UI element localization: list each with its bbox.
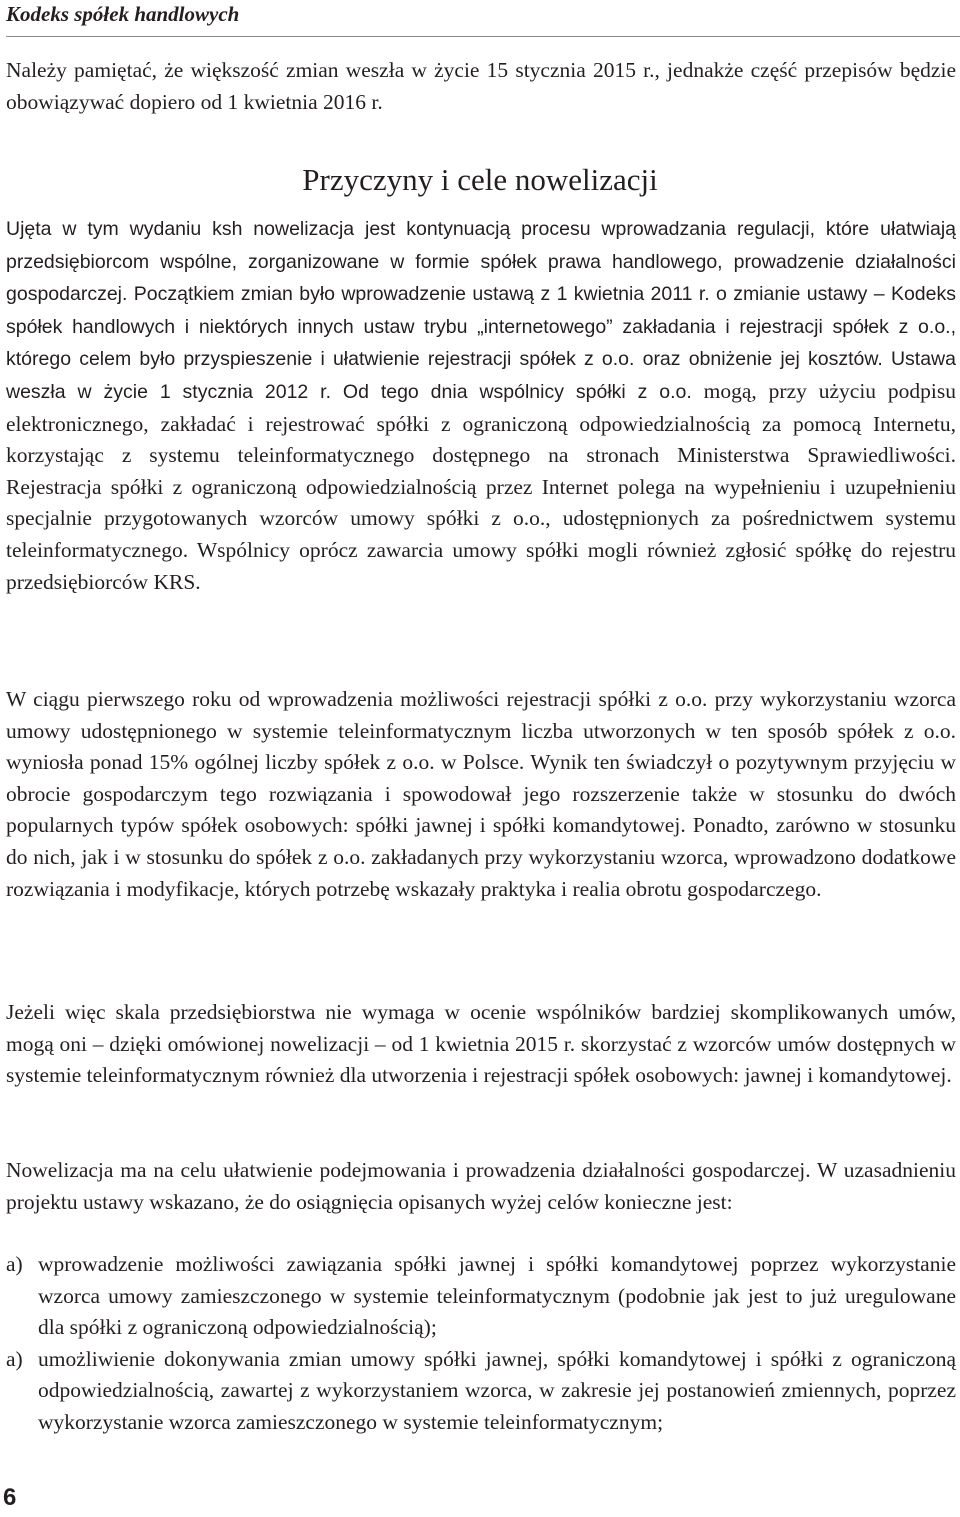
paragraph-first-year-results: W ciągu pierwszego roku od wprowadzenia możliwości rejestracji spółki z o.o. przy wykorzystaniu wzorca umowy udostępnionego w systemie teleinformatycznym liczba utworzonych w ten sposób spółek z o.o. wyniosła ponad 15% ogólnej liczby spółek z o.o. w Polsce. Wynik ten świadczył o pozytywnym przyjęciu w obrocie gospodarczym tego rozwiązania i spowodował jego rozszerzenie także w stosunku do dwóch popularnych typów spółek osobowych: spółki jawnej i spółki komandytowej. Ponadto, zarówno w stosunku do nich, jak i w stosunku do spółek z o.o. zakładanych przy wykorzystaniu wzorca, wprowadzono dodatkowe rozwiązania i modyfikacje, których potrzebę wskazały praktyka i realia obrotu gospodarczego.	[6, 687, 956, 901]
section-heading: Przyczyny i cele nowelizacji	[302, 162, 658, 197]
list-item-text: wprowadzenie możliwości zawiązania spółki jawnej i spółki komandytowej poprzez wykorzystanie wzorca umowy zamieszczonego w systemie teleinformatycznym (podobnie jak jest to już uregulowane dla spółki z ograniczoną odpowiedzialnością);	[38, 1252, 956, 1340]
list-item-marker: a)	[6, 1346, 23, 1371]
paragraph-goals-intro: Nowelizacja ma na celu ułatwienie podejmowania i prowadzenia działalności gospodarczej. W uzasadnieniu projektu ustawy wskazano, że do osiągnięcia opisanych wyżej celów konieczne jest:	[6, 1158, 956, 1214]
paragraph-background-sans-part: Ujęta w tym wydaniu ksh nowelizacja jest kontynuacją procesu wprowadzania regulacji, które ułatwiają przedsiębiorcom wspólne, zorganizowane w formie spółek prawa handlowego, prowadzenie działalności gospodarczej. Początkiem zmian było wprowadzenie ustawą z 1 kwietnia 2011 r. o zmianie ustawy – Kodeks spółek handlowych i niektórych innych ustaw trybu „internetowego” zakładania i rejestracji spółek z o.o., którego celem było przyspieszenie i ułatwienie rejestracji spółek z o.o. oraz obniżenie jej kosztów. Ustawa weszła w życie 1 stycznia 2012 r. Od tego dnia wspólnicy spółki z o.o.	[6, 218, 956, 403]
list-item	[6, 1249, 956, 1344]
goals-list	[6, 1249, 956, 1439]
paragraph-scale-of-enterprise: Jeżeli więc skala przedsiębiorstwa nie wymaga w ocenie wspólników bardziej skomplikowanych umów, mogą oni – dzięki omówionej nowelizacji – od 1 kwietnia 2015 r. skorzystać z wzorców umów dostępnych w systemie teleinformatycznym również dla utworzenia i rejestracji spółek osobowych: jawnej i komandytowej.	[6, 1000, 956, 1088]
list-item	[6, 1344, 956, 1439]
page-number: 6	[3, 1484, 17, 1511]
list-item-text: umożliwienie dokonywania zmian umowy spółki jawnej, spółki komandytowej i spółki z ograniczoną odpowiedzialnością, zawartej z wykorzystaniem wzorca, w zakresie jej postanowień zmiennych, poprzez wykorzystanie wzorca zamieszczonego w systemie teleinformatycznym;	[38, 1346, 956, 1434]
running-header-title: Kodeks spółek handlowych	[6, 2, 240, 26]
header-rule-divider	[6, 36, 960, 37]
paragraph-background-serif-part: mogą, przy użyciu podpisu elektronicznego, zakładać i rejestrować spółki z ograniczoną odpowiedzialnością za pomocą Internetu, korzystając z systemu teleinformatycznego dostępnego na stronach Ministerstwa Sprawiedliwości. Rejestracja spółki z ograniczoną odpowiedzialnością przez Internet polega na wypełnieniu i uzupełnieniu specjalnie przygotowanych wzorców umowy spółki z o.o., udostępnionych za pośrednictwem systemu teleinformatycznego. Wspólnicy oprócz zawarcia umowy spółki mogli również zgłosić spółkę do rejestru przedsiębiorców KRS.	[6, 378, 956, 594]
list-item-marker: a)	[6, 1252, 23, 1276]
intro-paragraph: Należy pamiętać, że większość zmian weszła w życie 15 stycznia 2015 r., jednakże część przepisów będzie obowiązywać dopiero od 1 kwietnia 2016 r.	[6, 58, 956, 114]
paragraph-background	[6, 213, 956, 598]
